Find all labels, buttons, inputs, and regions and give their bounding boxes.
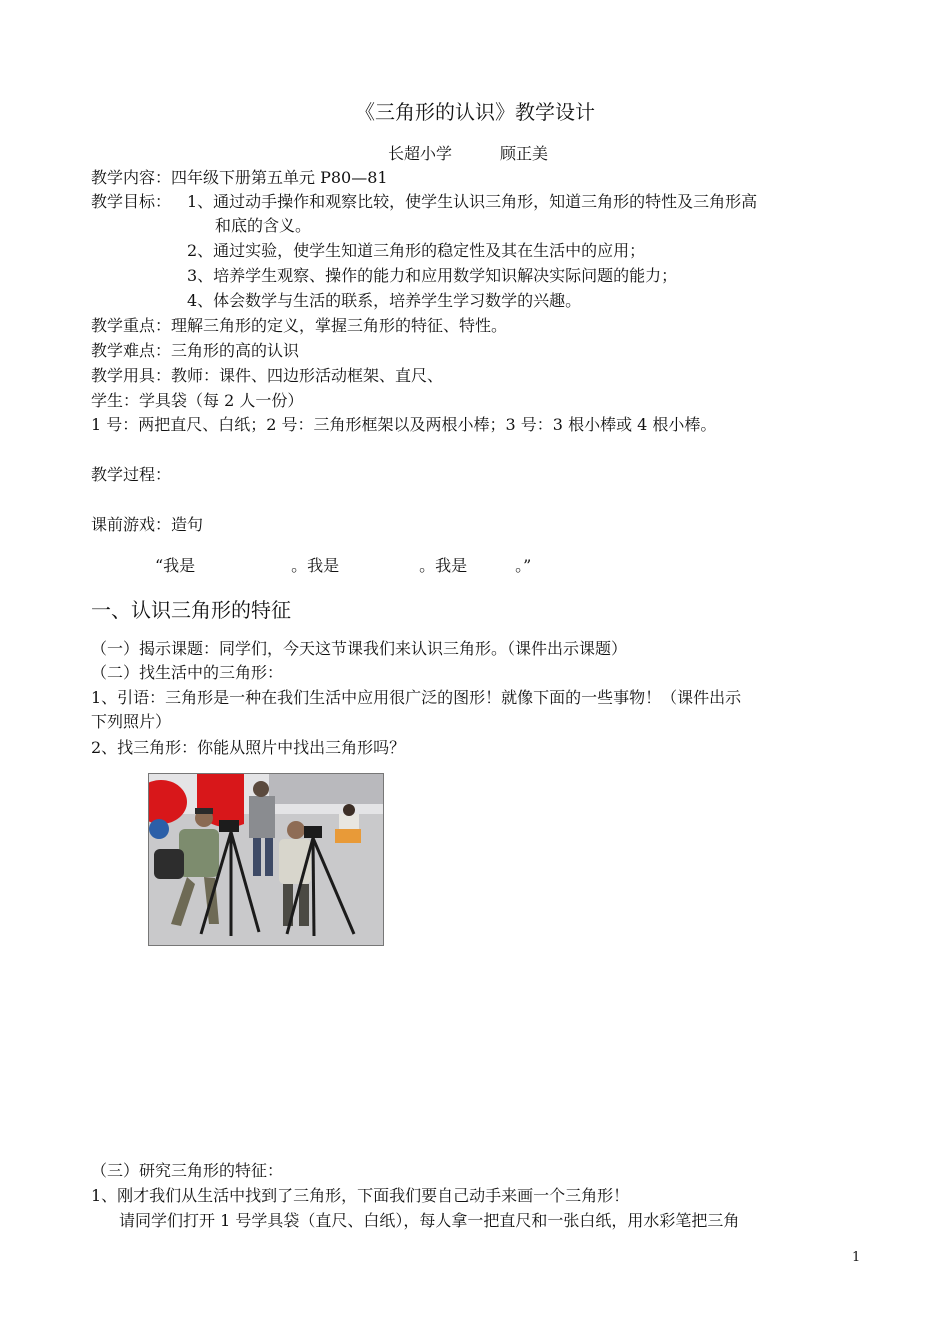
blue-logo (149, 819, 169, 839)
goal-item: 3、培养学生观察、操作的能力和应用数学知识解决实际问题的能力； (187, 266, 678, 285)
child-head (343, 804, 355, 816)
goal-item-continued: 和底的含义。 (215, 216, 312, 235)
photographer-left-body (179, 829, 219, 877)
step-one: 1、引语：三角形是一种在我们生活中应用很广泛的图形！就像下面的一些事物！（课件出示 (91, 688, 742, 707)
camera-bag (154, 849, 184, 879)
photographer-left-cap (195, 808, 213, 814)
sentence-template: “我是 。我是 。我是 。” (155, 556, 532, 575)
teaching-content: 教学内容：四年级下册第五单元 P80—81 (91, 168, 388, 187)
process-heading: 教学过程： (91, 465, 172, 484)
goal-item: 1、通过动手操作和观察比较，使学生认识三角形，知道三角形的特性及三角形高 (187, 192, 758, 211)
goal-item: 4、体会数学与生活的联系，培养学生学习数学的兴趣。 (187, 291, 582, 310)
difficulty: 教学难点：三角形的高的认识 (91, 341, 300, 360)
person-leg (253, 838, 261, 876)
distant-crowd (269, 774, 383, 804)
child-clothes (335, 829, 361, 843)
key-point: 教学重点：理解三角形的定义，掌握三角形的特征、特性。 (91, 316, 508, 335)
photographers-with-tripods-photo (148, 773, 384, 946)
author-line: 长超小学 顾正美 (388, 144, 549, 163)
photographer-right-leg (299, 884, 309, 926)
goal-label: 教学目标： (91, 192, 172, 211)
part-three: （三）研究三角形的特征： (91, 1161, 284, 1180)
photo-illustration (149, 774, 383, 945)
page-number: 1 (852, 1250, 861, 1265)
section-heading: 一、认识三角形的特征 (91, 598, 291, 622)
person-leg (265, 838, 273, 876)
drawing-step-continued: 请同学们打开 1 号学具袋（直尺、白纸），每人拿一把直尺和一张白纸，用水彩笔把三角 (119, 1211, 740, 1230)
photographer-right-head (287, 821, 305, 839)
camera (304, 826, 322, 838)
teaching-tools: 教学用具：教师：课件、四边形活动框架、直尺、 (91, 366, 444, 385)
step-one-continued: 下列照片） (91, 712, 172, 731)
student-tools: 学生：学具袋（每 2 人一份） (91, 391, 304, 410)
person-head (253, 781, 269, 797)
part-two: （二）找生活中的三角形： (91, 663, 284, 682)
goal-item: 2、通过实验，使学生知道三角形的稳定性及其在生活中的应用； (187, 241, 646, 260)
warmup-game: 课前游戏：造句 (91, 515, 204, 534)
tripod-leg (313, 838, 314, 936)
drawing-step: 1、刚才我们从生活中找到了三角形，下面我们要自己动手来画一个三角形！ (91, 1186, 630, 1205)
person-background (249, 796, 275, 838)
page-title: 《三角形的认识》教学设计 (355, 100, 595, 124)
kit-list: 1 号：两把直尺、白纸；2 号：三角形框架以及两根小棒；3 号：3 根小棒或 4 根小棒。 (91, 415, 717, 434)
camera (219, 820, 239, 832)
step-two: 2、找三角形：你能从照片中找出三角形吗？ (91, 738, 406, 757)
part-one: （一）揭示课题：同学们，今天这节课我们来认识三角形。（课件出示课题） (91, 639, 628, 658)
